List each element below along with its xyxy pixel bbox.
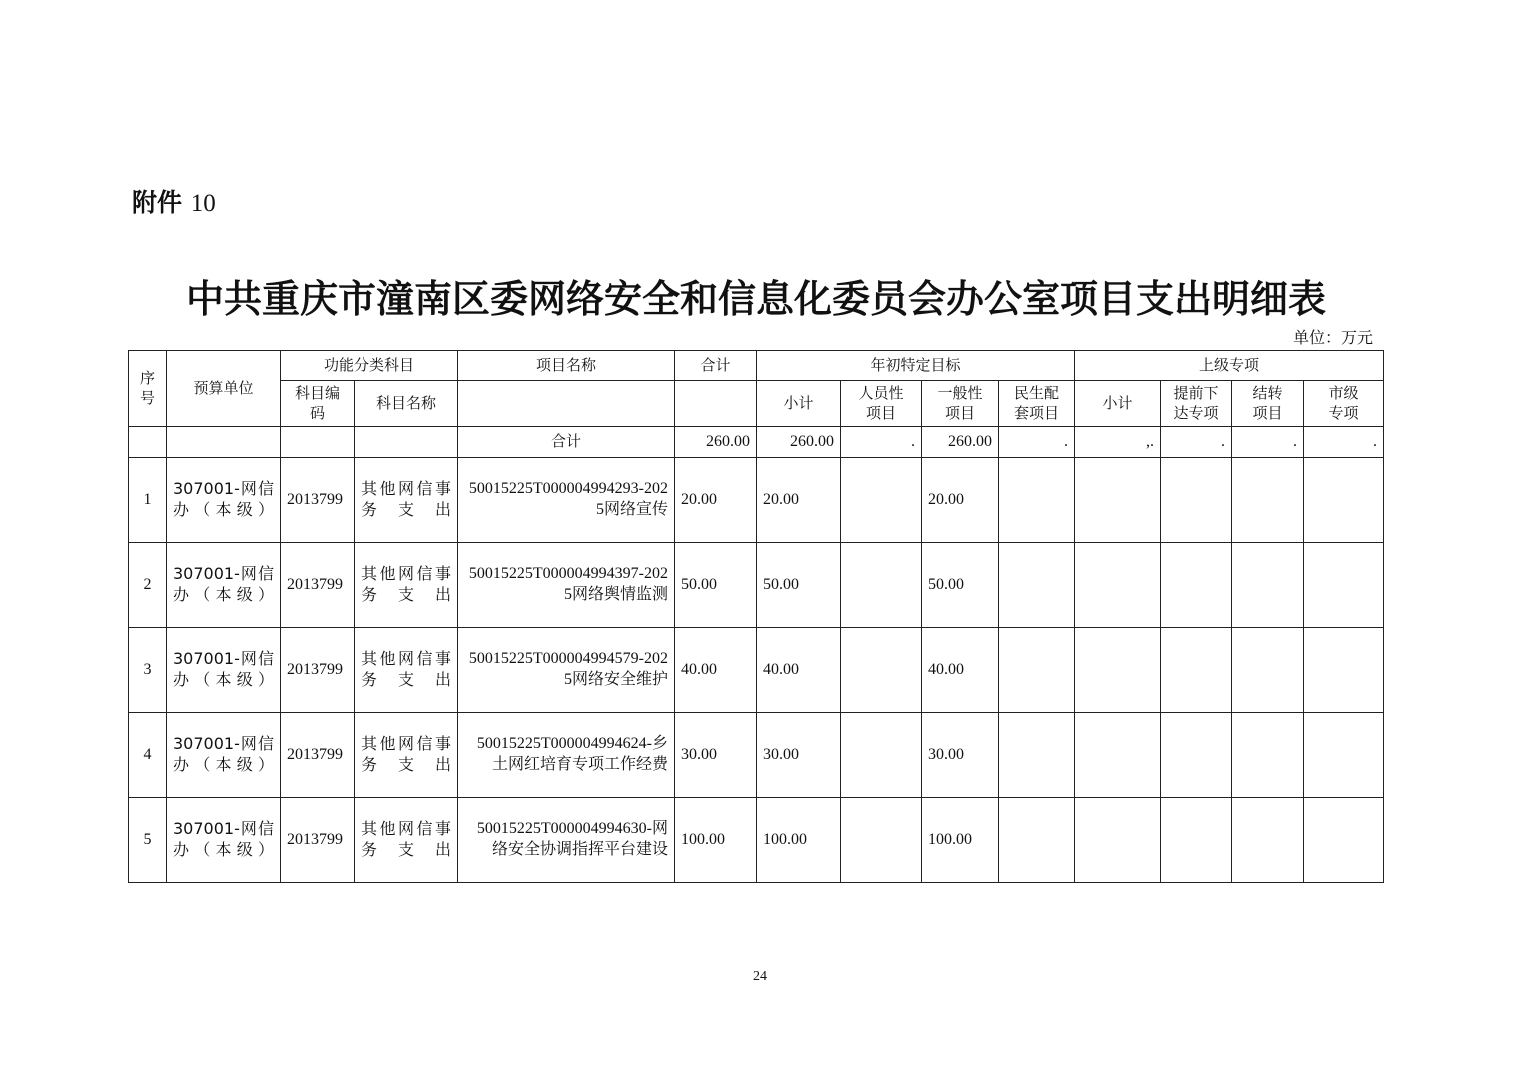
row-project-name: 50015225T000004994397-2025网络舆情监测	[458, 543, 675, 628]
header-total: 合计	[675, 351, 757, 381]
page-number: 24	[753, 969, 767, 984]
row-project-name: 50015225T000004994630-网络安全协调指挥平台建设	[458, 798, 675, 883]
row-carryover	[1232, 543, 1304, 628]
row-subject-code: 2013799	[281, 628, 355, 713]
row-total: 30.00	[675, 713, 757, 798]
attachment-number: 10	[190, 190, 216, 217]
table-row	[129, 628, 1384, 713]
table-row	[129, 798, 1384, 883]
row-municipal	[1304, 543, 1384, 628]
row-advance	[1161, 798, 1232, 883]
header-project-name: 项目名称	[458, 351, 675, 381]
header-advance: 提前下达专项	[1161, 381, 1232, 427]
row-subtotal: 30.00	[757, 713, 841, 798]
total-total: 260.00	[675, 427, 757, 458]
row-seq: 5	[129, 798, 167, 883]
row-municipal	[1304, 458, 1384, 543]
row-subtotal2	[1075, 798, 1161, 883]
row-subtotal: 100.00	[757, 798, 841, 883]
header-row-1	[129, 351, 1384, 381]
row-carryover	[1232, 458, 1304, 543]
row-project-name: 50015225T000004994624-乡土网红培育专项工作经费	[458, 713, 675, 798]
row-subtotal2	[1075, 458, 1161, 543]
row-general: 40.00	[922, 628, 999, 713]
row-project-name: 50015225T000004994579-2025网络安全维护	[458, 628, 675, 713]
header-subtotal2: 小计	[1075, 381, 1161, 427]
row-seq: 4	[129, 713, 167, 798]
header-subject-code: 科目编码	[281, 381, 355, 427]
row-budget-unit: 307001-网信办（本级）	[167, 628, 281, 713]
row-subject-name: 其他网信事务支出	[355, 713, 458, 798]
header-personnel: 人员性项目	[841, 381, 922, 427]
total-seq	[129, 427, 167, 458]
unit-label: 单位：万元	[1292, 328, 1373, 347]
total-advance: .	[1161, 427, 1232, 458]
row-carryover	[1232, 628, 1304, 713]
row-general: 20.00	[922, 458, 999, 543]
row-total: 50.00	[675, 543, 757, 628]
total-livelihood: .	[999, 427, 1075, 458]
total-personnel: .	[841, 427, 922, 458]
total-code	[281, 427, 355, 458]
row-personnel	[841, 458, 922, 543]
row-total: 40.00	[675, 628, 757, 713]
row-project-name: 50015225T000004994293-2025网络宣传	[458, 458, 675, 543]
row-advance	[1161, 713, 1232, 798]
total-unit	[167, 427, 281, 458]
total-label: 合计	[458, 427, 675, 458]
total-subtotal2: ,.	[1075, 427, 1161, 458]
total-subject	[355, 427, 458, 458]
header-subtotal: 小计	[757, 381, 841, 427]
project-expenditure-table	[128, 350, 1384, 883]
row-total: 20.00	[675, 458, 757, 543]
row-subtotal: 40.00	[757, 628, 841, 713]
row-livelihood	[999, 543, 1075, 628]
row-general: 30.00	[922, 713, 999, 798]
header-subject-name: 科目名称	[355, 381, 458, 427]
row-subject-code: 2013799	[281, 458, 355, 543]
row-subject-code: 2013799	[281, 798, 355, 883]
row-seq: 3	[129, 628, 167, 713]
row-subtotal: 20.00	[757, 458, 841, 543]
table-row	[129, 713, 1384, 798]
row-budget-unit: 307001-网信办（本级）	[167, 713, 281, 798]
header-budget-unit: 预算单位	[167, 351, 281, 427]
row-total: 100.00	[675, 798, 757, 883]
header-livelihood: 民生配套项目	[999, 381, 1075, 427]
total-row	[129, 427, 1384, 458]
page-title: 中共重庆市潼南区委网络安全和信息化委员会办公室项目支出明细表	[185, 276, 1326, 321]
row-personnel	[841, 543, 922, 628]
attachment-prefix: 附件	[132, 188, 183, 217]
row-personnel	[841, 713, 922, 798]
row-subject-code: 2013799	[281, 543, 355, 628]
total-municipal: .	[1304, 427, 1384, 458]
header-carryover: 结转项目	[1232, 381, 1304, 427]
row-seq: 1	[129, 458, 167, 543]
row-subject-code: 2013799	[281, 713, 355, 798]
header-superior-special: 上级专项	[1075, 351, 1384, 381]
header-municipal: 市级专项	[1304, 381, 1384, 427]
row-livelihood	[999, 458, 1075, 543]
row-subject-name: 其他网信事务支出	[355, 543, 458, 628]
row-general: 50.00	[922, 543, 999, 628]
row-budget-unit: 307001-网信办（本级）	[167, 458, 281, 543]
total-subtotal: 260.00	[757, 427, 841, 458]
row-personnel	[841, 798, 922, 883]
row-carryover	[1232, 798, 1304, 883]
row-budget-unit: 307001-网信办（本级）	[167, 798, 281, 883]
row-subject-name: 其他网信事务支出	[355, 458, 458, 543]
header-total-blank	[675, 381, 757, 427]
row-livelihood	[999, 628, 1075, 713]
row-budget-unit: 307001-网信办（本级）	[167, 543, 281, 628]
row-advance	[1161, 458, 1232, 543]
row-carryover	[1232, 713, 1304, 798]
total-carryover: .	[1232, 427, 1304, 458]
header-annual-target: 年初特定目标	[757, 351, 1075, 381]
row-subtotal2	[1075, 543, 1161, 628]
header-row-2	[129, 381, 1384, 427]
row-personnel	[841, 628, 922, 713]
row-livelihood	[999, 798, 1075, 883]
header-seq: 序号	[129, 351, 167, 427]
total-general: 260.00	[922, 427, 999, 458]
header-func-class: 功能分类科目	[281, 351, 458, 381]
row-livelihood	[999, 713, 1075, 798]
attachment-label	[132, 183, 216, 219]
table-row	[129, 543, 1384, 628]
row-subtotal2	[1075, 713, 1161, 798]
row-general: 100.00	[922, 798, 999, 883]
row-subtotal: 50.00	[757, 543, 841, 628]
row-advance	[1161, 543, 1232, 628]
row-subtotal2	[1075, 628, 1161, 713]
header-project-name-blank	[458, 381, 675, 427]
row-seq: 2	[129, 543, 167, 628]
table-row	[129, 458, 1384, 543]
header-general: 一般性项目	[922, 381, 999, 427]
row-municipal	[1304, 628, 1384, 713]
row-advance	[1161, 628, 1232, 713]
row-subject-name: 其他网信事务支出	[355, 628, 458, 713]
row-municipal	[1304, 713, 1384, 798]
row-subject-name: 其他网信事务支出	[355, 798, 458, 883]
row-municipal	[1304, 798, 1384, 883]
